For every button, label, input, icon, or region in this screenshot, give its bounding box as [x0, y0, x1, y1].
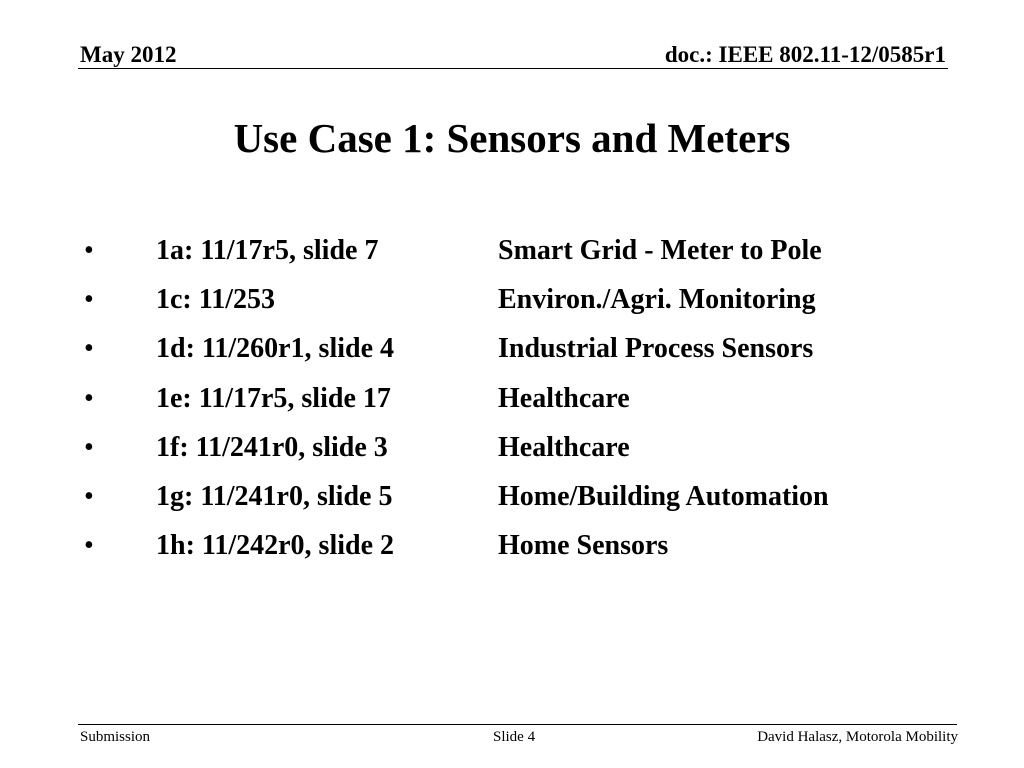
item-reference: 1g: 11/241r0, slide 5	[156, 480, 393, 512]
list-item	[0, 423, 1024, 472]
item-description: Industrial Process Sensors	[498, 333, 814, 365]
bullet-icon: •	[84, 382, 94, 414]
list-item	[0, 226, 1024, 275]
item-description: Home/Building Automation	[498, 480, 829, 512]
list-item	[0, 374, 1024, 423]
header-date: May 2012	[80, 42, 177, 67]
item-description: Healthcare	[498, 382, 630, 414]
bullet-icon: •	[84, 333, 94, 365]
footer-author: David Halasz, Motorola Mobility	[757, 729, 958, 745]
footer-slide-number: Slide 4	[493, 729, 536, 745]
item-description: Home Sensors	[498, 530, 669, 562]
slide-title: Use Case 1: Sensors and Meters	[233, 115, 791, 161]
bullet-icon: •	[84, 480, 94, 512]
item-reference: 1d: 11/260r1, slide 4	[156, 333, 395, 365]
bullet-icon: •	[84, 431, 94, 463]
item-reference: 1h: 11/242r0, slide 2	[156, 530, 395, 562]
bullet-icon: •	[84, 284, 94, 316]
footer-divider	[78, 724, 957, 725]
item-description: Smart Grid - Meter to Pole	[498, 235, 822, 266]
list-item	[0, 275, 1024, 324]
bullet-icon: •	[84, 235, 94, 266]
list-item	[0, 521, 1024, 570]
bullet-icon: •	[84, 530, 94, 562]
item-description: Healthcare	[498, 431, 630, 463]
footer-submission: Submission	[80, 729, 151, 745]
header-doc-id: doc.: IEEE 802.11-12/0585r1	[664, 42, 946, 67]
item-reference: 1f: 11/241r0, slide 3	[156, 431, 388, 463]
item-reference: 1a: 11/17r5, slide 7	[156, 235, 379, 266]
list-item	[0, 472, 1024, 521]
header-divider	[78, 68, 948, 69]
list-item	[0, 324, 1024, 373]
item-description: Environ./Agri. Monitoring	[498, 284, 816, 316]
item-reference: 1c: 11/253	[156, 284, 275, 316]
use-case-list	[0, 226, 1024, 570]
item-reference: 1e: 11/17r5, slide 17	[156, 382, 391, 414]
